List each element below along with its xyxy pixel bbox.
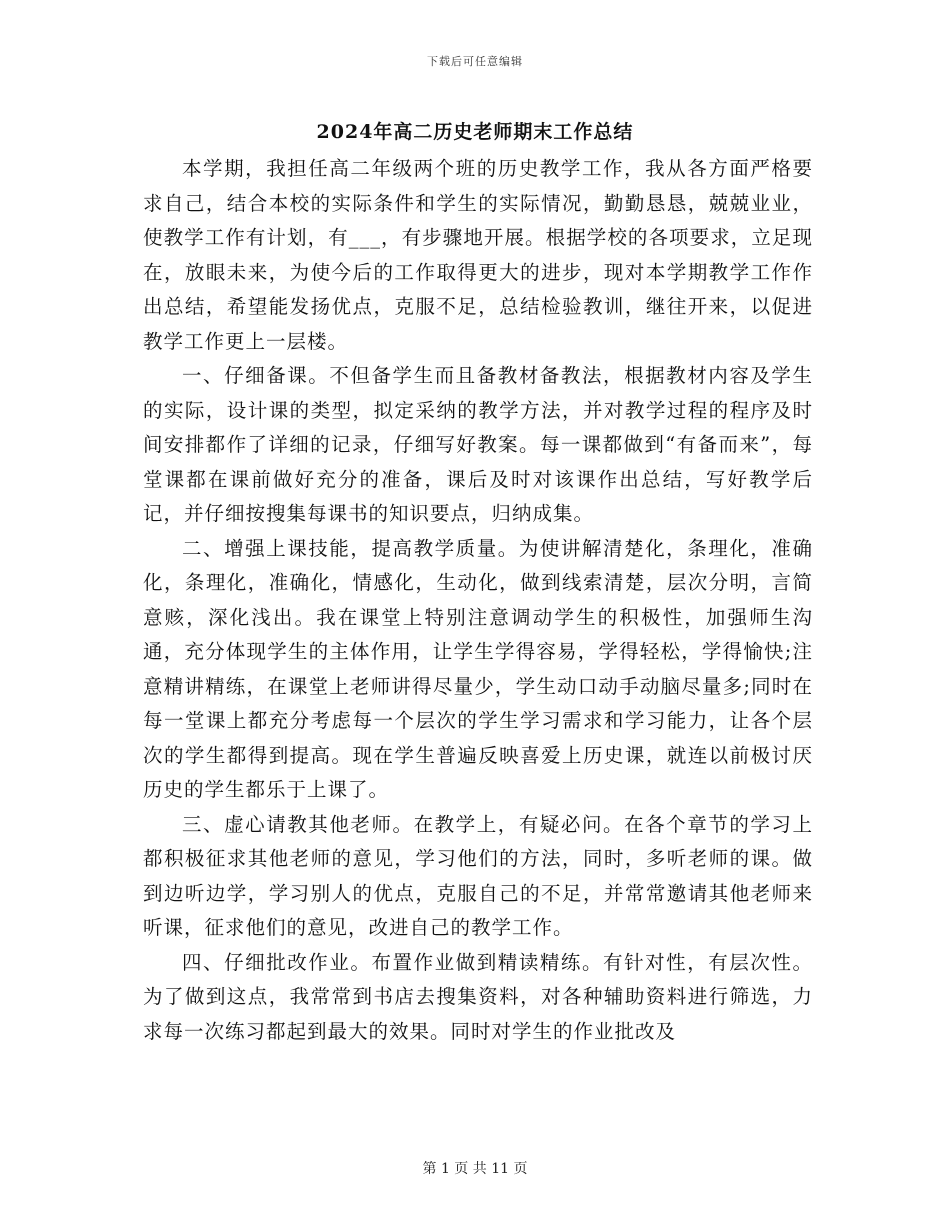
document-title: 2024年高二历史老师期末工作总结 xyxy=(316,121,634,143)
paragraph-section-3: 三、虚心请教其他老师。在教学上，有疑必问。在各个章节的学习上都积极征求其他老师的意见，学习他们的方法，同时，多听老师的课。做到边听边学，学习别人的优点，克服自己的不足，并常常邀请其他老师来听课，征求他们的意见，改进自己的教学工作。 xyxy=(143,812,813,939)
header-note: 下载后可任意编辑 xyxy=(427,55,523,68)
page-number: 第 1 页 共 11 页 xyxy=(422,1161,528,1177)
paragraph-section-1: 一、仔细备课。不但备学生而且备教材备教法，根据教材内容及学生的实际，设计课的类型，拟定采纳的教学方法，并对教学过程的程序及时间安排都作了详细的记录，仔细写好教案。每一课都做到“有备而来”，每堂课都在课前做好充分的准备，课后及时对该课作出总结，写好教学后记，并仔细按搜集每课书的知识要点，归纳成集。 xyxy=(143,364,813,525)
document-body xyxy=(143,152,813,1049)
paragraph-intro: 本学期，我担任高二年级两个班的历史教学工作，我从各方面严格要求自己，结合本校的实际条件和学生的实际情况，勤勤恳恳，兢兢业业，使教学工作有计划，有___，有步骤地开展。根据学校的各项要求，立足现在，放眼未来，为使今后的工作取得更大的进步，现对本学期教学工作作出总结，希望能发扬优点，克服不足，总结检验教训，继往开来，以促进教学工作更上一层楼。 xyxy=(143,157,813,353)
paragraph-section-2: 二、增强上课技能，提高教学质量。为使讲解清楚化，条理化，准确化，条理化，准确化，情感化，生动化，做到线索清楚，层次分明，言简意赅，深化浅出。我在课堂上特别注意调动学生的积极性，加强师生沟通，充分体现学生的主体作用，让学生学得容易，学得轻松，学得愉快;注意精讲精练，在课堂上老师讲得尽量少，学生动口动手动脑尽量多;同时在每一堂课上都充分考虑每一个层次的学生学习需求和学习能力，让各个层次的学生都得到提高。现在学生普遍反映喜爱上历史课，就连以前极讨厌历史的学生都乐于上课了。 xyxy=(143,536,813,801)
paragraph-section-4: 四、仔细批改作业。布置作业做到精读精练。有针对性，有层次性。为了做到这点，我常常到书店去搜集资料，对各种辅助资料进行筛选，力求每一次练习都起到最大的效果。同时对学生的作业批改及 xyxy=(143,950,813,1043)
